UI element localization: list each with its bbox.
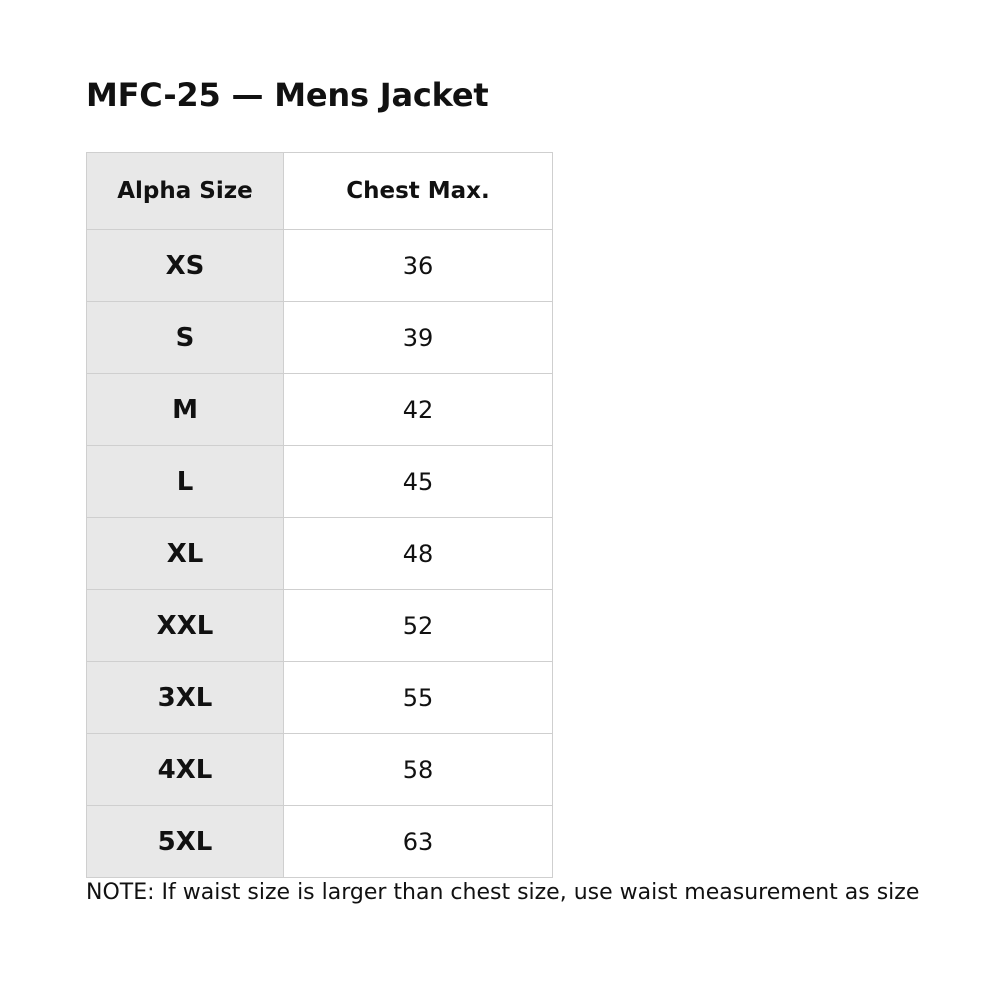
table-row bbox=[87, 374, 553, 446]
column-header-chest-max: Chest Max. bbox=[284, 153, 553, 230]
cell-chest-max: 48 bbox=[284, 518, 553, 590]
table-row bbox=[87, 590, 553, 662]
table-header bbox=[87, 153, 553, 230]
cell-alpha-size: S bbox=[87, 302, 284, 374]
table-row bbox=[87, 230, 553, 302]
cell-alpha-size: 3XL bbox=[87, 662, 284, 734]
cell-chest-max: 39 bbox=[284, 302, 553, 374]
cell-alpha-size: 4XL bbox=[87, 734, 284, 806]
size-chart-table bbox=[86, 152, 553, 878]
cell-alpha-size: 5XL bbox=[87, 806, 284, 878]
cell-alpha-size: XXL bbox=[87, 590, 284, 662]
table-row bbox=[87, 734, 553, 806]
cell-alpha-size: L bbox=[87, 446, 284, 518]
table-row bbox=[87, 806, 553, 878]
table-row bbox=[87, 662, 553, 734]
table-body bbox=[87, 230, 553, 878]
cell-chest-max: 36 bbox=[284, 230, 553, 302]
cell-chest-max: 42 bbox=[284, 374, 553, 446]
table-row bbox=[87, 302, 553, 374]
table-row bbox=[87, 446, 553, 518]
footnote: NOTE: If waist size is larger than chest size, use waist measurement as size bbox=[86, 880, 920, 905]
cell-chest-max: 58 bbox=[284, 734, 553, 806]
cell-alpha-size: XL bbox=[87, 518, 284, 590]
page-title: MFC-25 — Mens Jacket bbox=[86, 76, 489, 114]
cell-chest-max: 52 bbox=[284, 590, 553, 662]
cell-chest-max: 63 bbox=[284, 806, 553, 878]
cell-chest-max: 45 bbox=[284, 446, 553, 518]
column-header-alpha-size: Alpha Size bbox=[87, 153, 284, 230]
cell-alpha-size: XS bbox=[87, 230, 284, 302]
cell-alpha-size: M bbox=[87, 374, 284, 446]
table-header-row bbox=[87, 153, 553, 230]
table-row bbox=[87, 518, 553, 590]
cell-chest-max: 55 bbox=[284, 662, 553, 734]
